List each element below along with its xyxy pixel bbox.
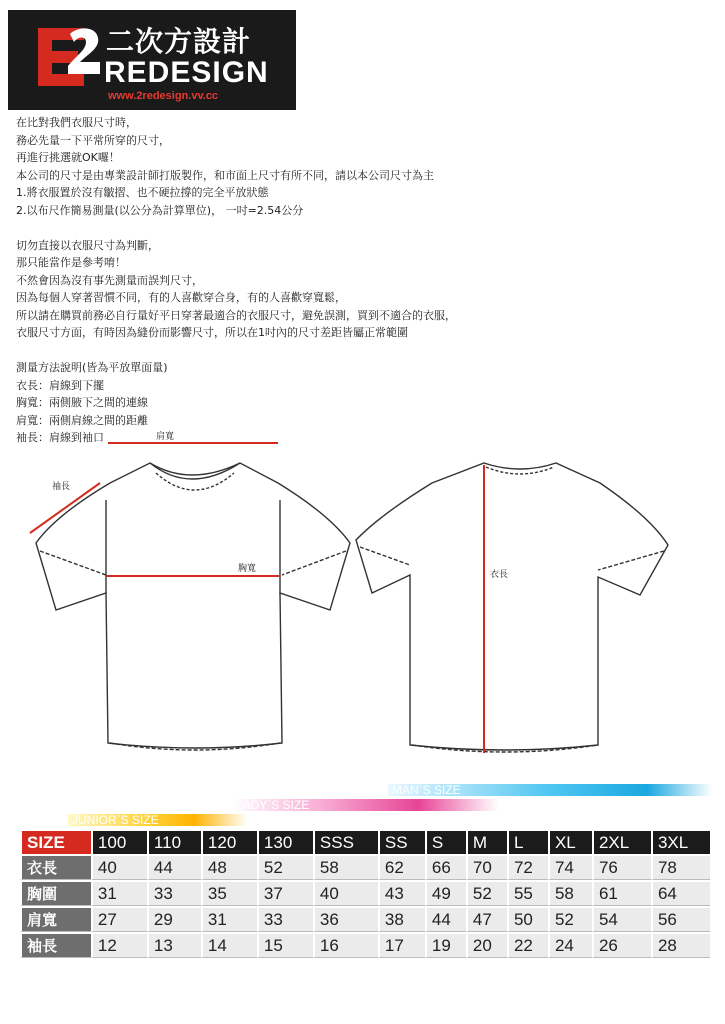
intro-line: 所以請在購買前務必自行量好平日穿著最適合的衣服尺寸，避免誤測，買到不適合的衣服， bbox=[16, 308, 456, 322]
value-cell: 76 bbox=[592, 856, 651, 880]
sleeve-label: 袖長 bbox=[52, 482, 71, 492]
value-cell: 43 bbox=[378, 882, 425, 906]
size-cell: 100 bbox=[91, 831, 147, 854]
value-cell: 47 bbox=[466, 908, 507, 932]
tshirt-back-icon bbox=[356, 463, 668, 752]
table-row bbox=[20, 856, 710, 880]
size-cell: 3XL bbox=[651, 831, 710, 854]
table-row bbox=[20, 882, 710, 906]
intro-line: 務必先量一下平常所穿的尺寸， bbox=[16, 133, 170, 147]
chest-label: 胸寬 bbox=[238, 564, 257, 574]
value-cell: 37 bbox=[257, 882, 313, 906]
value-cell: 29 bbox=[147, 908, 201, 932]
value-cell: 62 bbox=[378, 856, 425, 880]
lady-size-band: LADY`S SIZE bbox=[232, 799, 498, 811]
row-label: 衣長 bbox=[20, 856, 91, 880]
value-cell: 31 bbox=[201, 908, 257, 932]
intro-line: 本公司的尺寸是由專業設計師打版製作，和市面上尺寸有所不同，請以本公司尺寸為主 bbox=[16, 168, 434, 182]
intro-line: 1.將衣服置於沒有皺摺、也不硬拉撐的完全平放狀態 bbox=[16, 186, 269, 199]
measure-method-title: 測量方法說明(皆為平放單面量) bbox=[16, 361, 168, 374]
value-cell: 58 bbox=[313, 856, 378, 880]
value-cell: 54 bbox=[592, 908, 651, 932]
junior-size-band: JUNIOR`S SIZE bbox=[68, 814, 248, 826]
intro-line: 不然會因為沒有事先測量而誤判尺寸， bbox=[16, 273, 203, 287]
value-cell: 61 bbox=[592, 882, 651, 906]
size-cell: 110 bbox=[147, 831, 201, 854]
value-cell: 56 bbox=[651, 908, 710, 932]
e2-logo-icon bbox=[34, 24, 104, 90]
brand-name-cn: 二次方設計 bbox=[106, 25, 252, 58]
intro-line: 切勿直接以衣服尺寸為判斷， bbox=[16, 238, 159, 252]
value-cell: 19 bbox=[425, 934, 466, 958]
value-cell: 14 bbox=[201, 934, 257, 958]
man-size-band: MAN`S SIZE bbox=[388, 784, 712, 796]
value-cell: 12 bbox=[91, 934, 147, 958]
value-cell: 50 bbox=[507, 908, 548, 932]
tshirt-diagram bbox=[0, 425, 725, 785]
value-cell: 35 bbox=[201, 882, 257, 906]
value-cell: 16 bbox=[313, 934, 378, 958]
value-cell: 17 bbox=[378, 934, 425, 958]
value-cell: 13 bbox=[147, 934, 201, 958]
value-cell: 52 bbox=[548, 908, 592, 932]
value-cell: 52 bbox=[466, 882, 507, 906]
value-cell: 20 bbox=[466, 934, 507, 958]
size-cell: 120 bbox=[201, 831, 257, 854]
value-cell: 28 bbox=[651, 934, 710, 958]
value-cell: 31 bbox=[91, 882, 147, 906]
spacer bbox=[16, 219, 716, 237]
size-cell: S bbox=[425, 831, 466, 854]
row-label: 袖長 bbox=[20, 934, 91, 958]
value-cell: 49 bbox=[425, 882, 466, 906]
brand-logo bbox=[8, 10, 296, 110]
size-cell: L bbox=[507, 831, 548, 854]
value-cell: 38 bbox=[378, 908, 425, 932]
length-label: 衣長 bbox=[490, 570, 509, 580]
value-cell: 40 bbox=[91, 856, 147, 880]
value-cell: 24 bbox=[548, 934, 592, 958]
tshirt-front-icon bbox=[36, 463, 350, 750]
value-cell: 27 bbox=[91, 908, 147, 932]
row-label: 胸圍 bbox=[20, 882, 91, 906]
table-row bbox=[20, 934, 710, 958]
value-cell: 52 bbox=[257, 856, 313, 880]
spacer bbox=[16, 342, 716, 360]
size-cell: M bbox=[466, 831, 507, 854]
size-group-bands bbox=[0, 782, 725, 828]
shoulder-label: 肩寬 bbox=[156, 432, 175, 442]
size-cell: XL bbox=[548, 831, 592, 854]
intro-line: 2.以布尺作簡易測量(以公分為計算單位)， 一吋=2.54公分 bbox=[16, 203, 304, 217]
value-cell: 55 bbox=[507, 882, 548, 906]
size-cell: 2XL bbox=[592, 831, 651, 854]
value-cell: 66 bbox=[425, 856, 466, 880]
intro-text bbox=[16, 114, 716, 447]
size-cell: SSS bbox=[313, 831, 378, 854]
size-cell: SS bbox=[378, 831, 425, 854]
value-cell: 44 bbox=[425, 908, 466, 932]
brand-name-en: REDESIGN bbox=[104, 56, 269, 89]
value-cell: 72 bbox=[507, 856, 548, 880]
size-header-label: SIZE bbox=[20, 831, 91, 854]
value-cell: 44 bbox=[147, 856, 201, 880]
measure-method-line: 袖長：肩線到袖口 bbox=[16, 431, 104, 444]
value-cell: 64 bbox=[651, 882, 710, 906]
measure-method-line: 衣長：肩線到下擺 bbox=[16, 378, 104, 392]
value-cell: 48 bbox=[201, 856, 257, 880]
measure-method-line: 胸寬：兩側腋下之間的連線 bbox=[16, 396, 148, 409]
size-table bbox=[20, 829, 710, 960]
intro-line: 再進行挑選就OK囉！ bbox=[16, 151, 120, 164]
intro-line: 在比對我們衣服尺寸時， bbox=[16, 116, 137, 129]
measure-method-line: 肩寬：兩側肩線之間的距離 bbox=[16, 413, 148, 427]
intro-line: 衣服尺寸方面，有時因為縫份而影響尺寸，所以在1吋內的尺寸差距皆屬正常範圍 bbox=[16, 326, 408, 339]
row-label: 肩寬 bbox=[20, 908, 91, 932]
size-cell: 130 bbox=[257, 831, 313, 854]
value-cell: 33 bbox=[257, 908, 313, 932]
value-cell: 58 bbox=[548, 882, 592, 906]
value-cell: 33 bbox=[147, 882, 201, 906]
value-cell: 36 bbox=[313, 908, 378, 932]
intro-line: 那只能當作是參考唷！ bbox=[16, 256, 126, 269]
value-cell: 78 bbox=[651, 856, 710, 880]
value-cell: 74 bbox=[548, 856, 592, 880]
table-row bbox=[20, 908, 710, 932]
size-header-row bbox=[20, 831, 710, 854]
value-cell: 26 bbox=[592, 934, 651, 958]
value-cell: 70 bbox=[466, 856, 507, 880]
value-cell: 40 bbox=[313, 882, 378, 906]
value-cell: 22 bbox=[507, 934, 548, 958]
brand-url: www.2redesign.vv.cc bbox=[108, 90, 219, 102]
value-cell: 15 bbox=[257, 934, 313, 958]
intro-line: 因為每個人穿著習慣不同，有的人喜歡穿合身，有的人喜歡穿寬鬆， bbox=[16, 291, 346, 304]
